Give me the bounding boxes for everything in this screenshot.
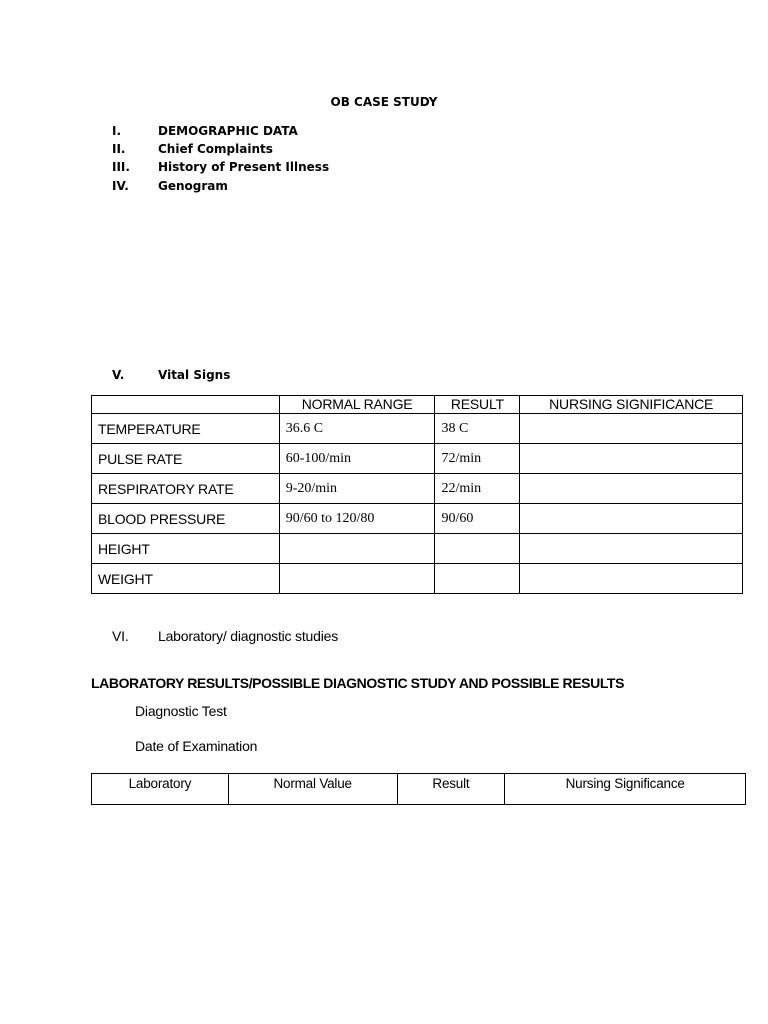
header-cell: Laboratory — [92, 774, 229, 805]
outline-text: DEMOGRAPHIC DATA — [158, 124, 298, 138]
normal-range-cell: 90/60 to 120/80 — [279, 504, 435, 534]
diagnostic-test-label: Diagnostic Test — [135, 703, 227, 719]
outline-text: Chief Complaints — [158, 142, 273, 156]
normal-range-cell: 60-100/min — [279, 444, 435, 474]
header-cell: NURSING SIGNIFICANCE — [520, 396, 743, 414]
table-row — [92, 474, 743, 504]
result-cell: 90/60 — [435, 504, 520, 534]
normal-range-cell: 9-20/min — [279, 474, 435, 504]
section-title: Laboratory/ diagnostic studies — [158, 628, 338, 644]
result-cell — [435, 564, 520, 594]
outline-number: III. — [112, 160, 130, 174]
vital-signs-table — [91, 395, 743, 594]
result-cell: 38 C — [435, 414, 520, 444]
lab-results-heading: LABORATORY RESULTS/POSSIBLE DIAGNOSTIC STUDY AND POSSIBLE RESULTS — [91, 675, 625, 691]
vital-name-cell: RESPIRATORY RATE — [92, 474, 280, 504]
significance-cell — [520, 504, 743, 534]
result-cell: 72/min — [435, 444, 520, 474]
significance-cell — [520, 534, 743, 564]
result-cell — [435, 534, 520, 564]
result-cell: 22/min — [435, 474, 520, 504]
outline-number: IV. — [112, 179, 129, 193]
header-cell — [92, 396, 280, 414]
document-title: OB CASE STUDY — [330, 95, 438, 109]
laboratory-table — [91, 773, 746, 805]
section-title: Vital Signs — [158, 368, 231, 382]
vital-name-cell: BLOOD PRESSURE — [92, 504, 280, 534]
outline-text: Genogram — [158, 179, 228, 193]
vital-name-cell: WEIGHT — [92, 564, 280, 594]
section-number: VI. — [112, 628, 129, 644]
table-row — [92, 534, 743, 564]
table-header-row — [92, 396, 743, 414]
significance-cell — [520, 474, 743, 504]
outline-text: History of Present Illness — [158, 160, 330, 174]
outline-number: I. — [112, 124, 122, 138]
header-cell: RESULT — [435, 396, 520, 414]
section-number: V. — [112, 368, 125, 382]
vital-name-cell: HEIGHT — [92, 534, 280, 564]
significance-cell — [520, 414, 743, 444]
date-of-examination-label: Date of Examination — [135, 738, 258, 754]
header-cell: Result — [397, 774, 505, 805]
vital-name-cell: PULSE RATE — [92, 444, 280, 474]
outline-number: II. — [112, 142, 126, 156]
vital-name-cell: TEMPERATURE — [92, 414, 280, 444]
table-row — [92, 414, 743, 444]
table-row — [92, 564, 743, 594]
normal-range-cell: 36.6 C — [279, 414, 435, 444]
header-cell: Normal Value — [228, 774, 397, 805]
significance-cell — [520, 444, 743, 474]
table-row — [92, 444, 743, 474]
normal-range-cell — [279, 564, 435, 594]
table-header-row — [92, 774, 746, 805]
table-row — [92, 504, 743, 534]
header-cell: NORMAL RANGE — [279, 396, 435, 414]
header-cell: Nursing Significance — [505, 774, 746, 805]
significance-cell — [520, 564, 743, 594]
normal-range-cell — [279, 534, 435, 564]
